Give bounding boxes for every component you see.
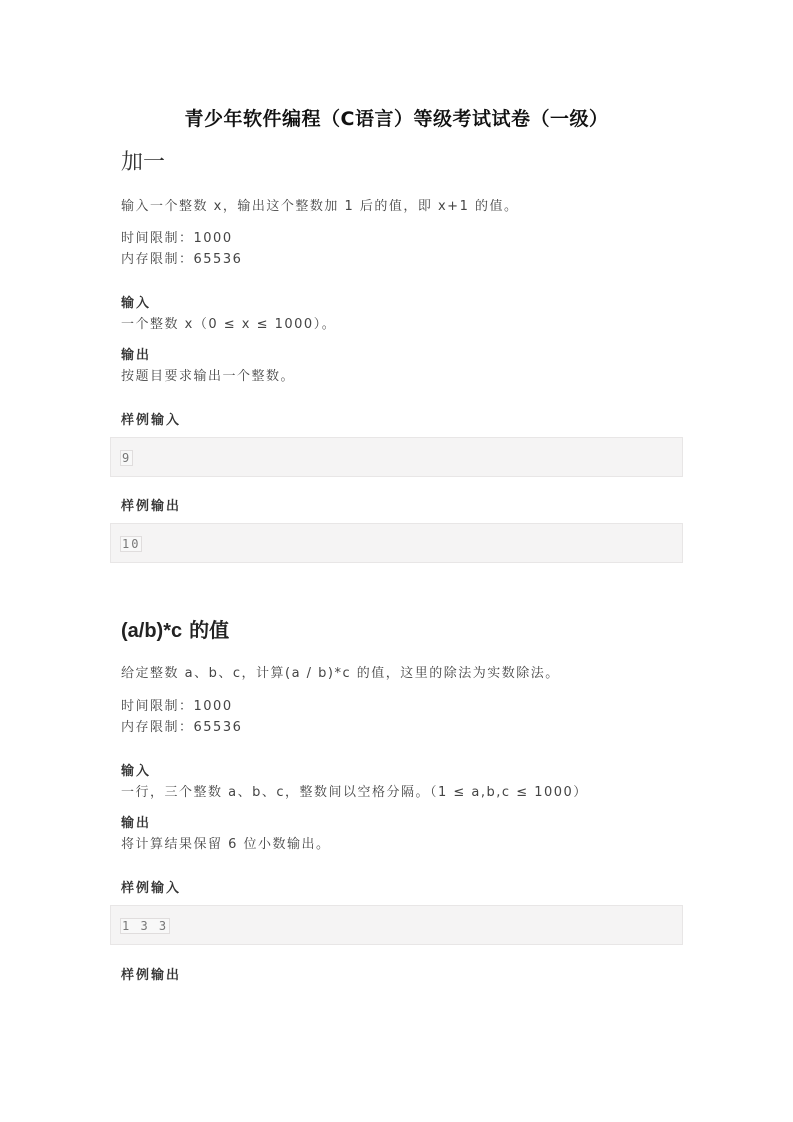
problem-2-input-section — [121, 761, 684, 803]
problem-2-limits — [121, 696, 684, 738]
problem-2-output-section — [121, 813, 684, 855]
problem-2-description-wrap — [121, 663, 684, 684]
problem-2-sample-output-label: 样例输出 — [121, 968, 182, 983]
problem-2-input-text: 一行，三个整数 a、b、c，整数间以空格分隔。（1 ≤ a,b,c ≤ 1000） — [121, 785, 588, 800]
problem-2-output-text: 将计算结果保留 6 位小数输出。 — [121, 837, 331, 852]
problem-1-heading: 加一 — [121, 150, 166, 175]
problem-2-heading-rest: 的值 — [182, 618, 230, 642]
problem-2-sample-input-label-wrap — [121, 878, 684, 899]
problem-2-description: 给定整数 a、b、c，计算(a / b)*c 的值，这里的除法为实数除法。 — [121, 666, 560, 681]
problem-1-output-text: 按题目要求输出一个整数。 — [121, 369, 296, 384]
problem-1-sample-input-label: 样例输入 — [121, 413, 182, 428]
problem-1-sample-output-box — [110, 523, 683, 563]
problem-1-description: 输入一个整数 x，输出这个整数加 1 后的值，即 x+1 的值。 — [121, 199, 519, 214]
problem-1-sample-input-code: 9 — [122, 451, 132, 465]
problem-2-sample-output-label-wrap — [121, 965, 684, 986]
problem-1-limits — [121, 228, 684, 270]
problem-1-sample-input-box — [110, 437, 683, 477]
problem-2-input-label: 输入 — [121, 764, 152, 779]
problem-2-heading-formula: (a/b)*c — [121, 620, 183, 642]
problem-1-sample-output-label: 样例输出 — [121, 499, 182, 514]
problem-2-heading-wrap — [121, 614, 684, 643]
problem-1-sample-output-label-wrap — [121, 496, 684, 517]
problem-2-heading — [121, 614, 684, 643]
problem-1-memory-limit: 内存限制：65536 — [121, 252, 243, 267]
problem-1-time-limit: 时间限制：1000 — [121, 231, 233, 246]
problem-2-sample-input-box — [110, 905, 683, 945]
problem-1-output-label: 输出 — [121, 348, 152, 363]
problem-2-sample-input-code: 1 3 3 — [122, 919, 169, 933]
problem-1-input-text: 一个整数 x（0 ≤ x ≤ 1000）。 — [121, 317, 337, 332]
problem-1-input-label: 输入 — [121, 296, 152, 311]
problem-1-output-section — [121, 345, 684, 387]
document-title: 青少年软件编程（C语言）等级考试试卷（一级） — [184, 108, 609, 130]
problem-2-output-label: 输出 — [121, 816, 152, 831]
problem-1-sample-output-code: 10 — [122, 537, 141, 551]
problem-1-description-wrap — [121, 196, 684, 217]
problem-1-input-section — [121, 293, 684, 335]
problem-1-heading-wrap — [121, 145, 684, 176]
problem-2-sample-input-label: 样例输入 — [121, 881, 182, 896]
problem-2-memory-limit: 内存限制：65536 — [121, 720, 243, 735]
problem-1-sample-input-label-wrap — [121, 410, 684, 431]
problem-2-time-limit: 时间限制：1000 — [121, 699, 233, 714]
